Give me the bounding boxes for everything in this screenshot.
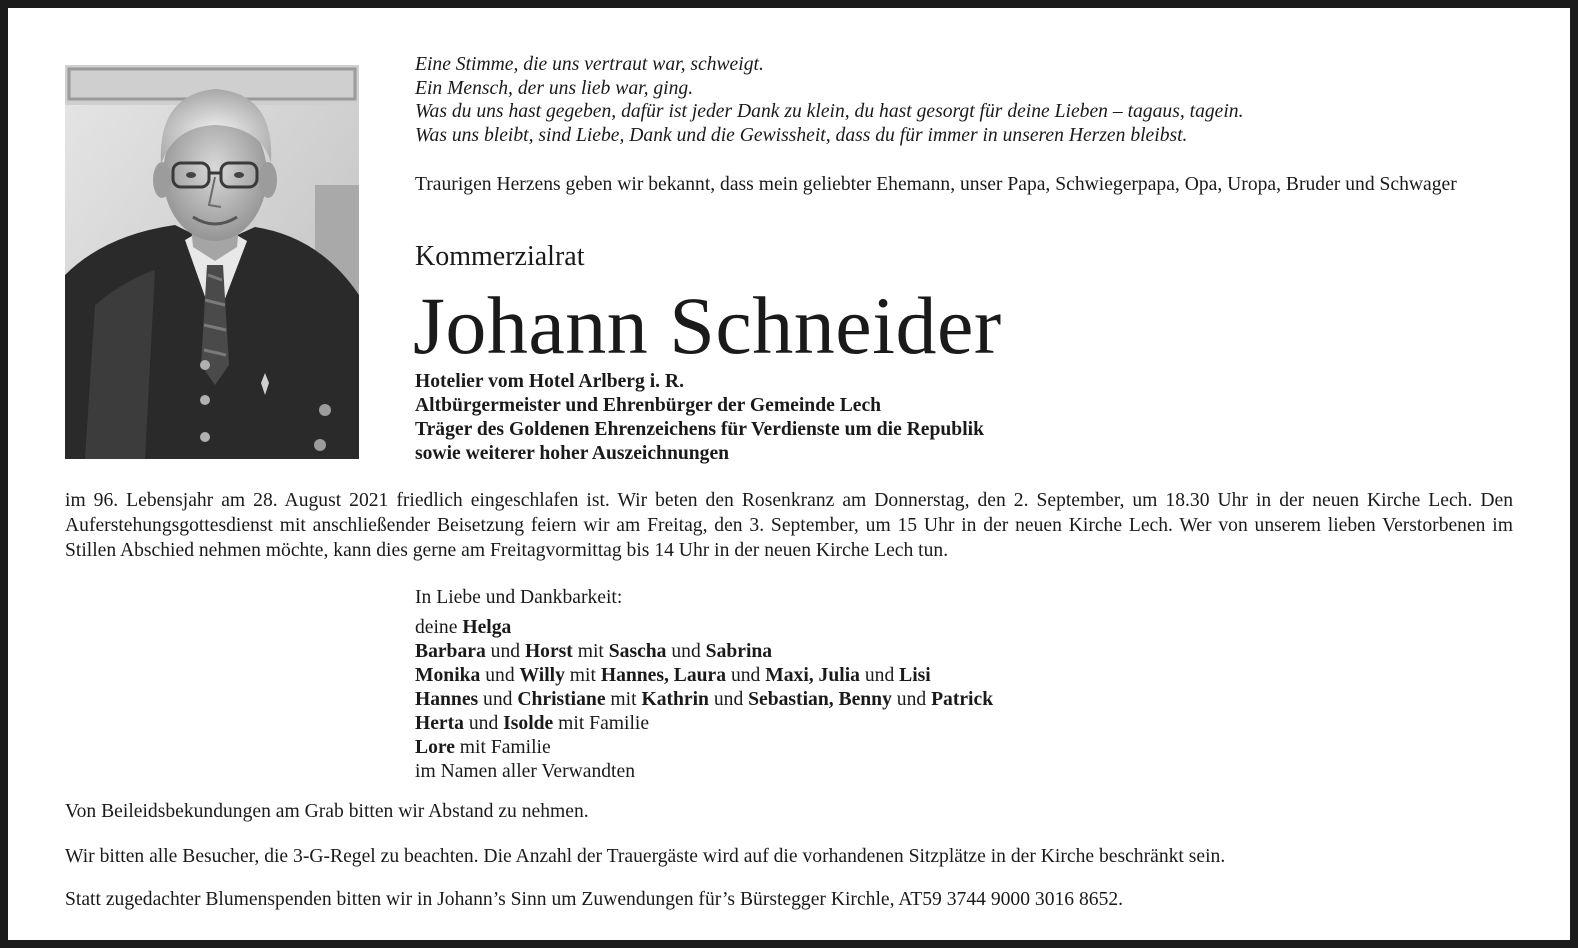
mourner-name: Lisi — [899, 665, 931, 686]
mourners-list — [415, 616, 993, 784]
deceased-name: Johann Schneider — [413, 280, 1002, 371]
portrait-photo — [65, 65, 359, 459]
mourner-connector: mit Familie — [454, 737, 551, 758]
mourner-name: Monika — [415, 665, 481, 686]
poem-line: Was uns bleibt, sind Liebe, Dank und die Gewissheit, dass du für immer in unseren Herzen bleibst. — [415, 124, 1188, 146]
mourner-connector: mit — [564, 665, 601, 686]
poem-line: Eine Stimme, die uns vertraut war, schweigt. — [415, 54, 764, 75]
mourner-line — [415, 712, 993, 736]
mourner-connector: und — [891, 689, 932, 710]
roles-list — [415, 370, 984, 466]
mourner-connector: mit — [605, 689, 642, 710]
mourner-name: Herta — [415, 713, 464, 734]
mourner-name: Horst — [524, 641, 573, 662]
mourner-connector: und — [480, 665, 520, 686]
honorific-title: Kommerzialrat — [415, 241, 585, 272]
condolences-note: Von Beileidsbekundungen am Grab bitten wir Abstand zu nehmen. — [65, 801, 589, 822]
mourner-line — [415, 664, 993, 688]
role-line: Hotelier vom Hotel Arlberg i. R. — [415, 371, 684, 392]
mourner-name: Christiane — [517, 689, 606, 710]
mourner-line — [415, 616, 993, 640]
mourner-name: Willy — [519, 665, 565, 686]
mourner-name: Hannes — [415, 689, 479, 710]
mourner-line — [415, 688, 993, 712]
mourner-name: Hannes, Laura — [600, 665, 727, 686]
intro-text: Traurigen Herzens geben wir bekannt, dass mein geliebter Ehemann, unser Papa, Schwiegerpapa, Opa, Uropa, Bruder und Schwager — [415, 174, 1457, 195]
mourner-connector: und — [478, 689, 518, 710]
announcement-text: im 96. Lebensjahr am 28. August 2021 friedlich eingeschlafen ist. Wir beten den Rosenkranz am Donnerstag, den 2. September, um 18.30 Uhr in der neuen Kirche Lech. Den Auferstehungsgottesdienst mit anschließender Beisetzung feiern wir am Freitag, den 3. September, um 15 Uhr in der neuen Kirche Lech. Wer von unserem lieben Verstorbenen im Stillen Abschied nehmen möchte, kann dies gerne am Freitagvormittag bis 14 Uhr in der neuen Kirche Lech tun. — [65, 490, 1513, 561]
mourner-connector: und — [708, 689, 749, 710]
mourner-name: Kathrin — [641, 689, 709, 710]
mourner-line — [415, 760, 993, 784]
poem-line: Was du uns hast gegeben, dafür ist jeder Dank zu klein, du hast gesorgt für deine Lieben – tagaus, tagein. — [415, 101, 1244, 122]
poem-line: Ein Mensch, der uns lieb war, ging. — [415, 77, 694, 99]
role-line: Altbürgermeister und Ehrenbürger der Gemeinde Lech — [415, 395, 882, 416]
mourner-connector: und — [485, 641, 525, 662]
mourner-connector: und — [859, 665, 900, 686]
mourner-name: Sabrina — [705, 641, 773, 662]
mourner-name: Sascha — [608, 641, 667, 662]
mourner-line — [415, 736, 993, 760]
mourner-line — [415, 640, 993, 664]
mourner-connector: im Namen aller Verwandten — [415, 761, 635, 782]
mourner-name: Isolde — [503, 713, 554, 734]
rules-note: Wir bitten alle Besucher, die 3-G-Regel zu beachten. Die Anzahl der Trauergäste wird auf die vorhandenen Sitzplätze in der Kirche beschränkt sein. — [65, 846, 1226, 867]
signoff-text: In Liebe und Dankbarkeit: — [415, 587, 623, 608]
mourner-name: Lore — [415, 737, 455, 758]
mourner-connector: mit Familie — [553, 713, 650, 734]
mourner-name: Maxi, Julia — [765, 665, 860, 686]
role-line: sowie weiterer hoher Auszeichnungen — [415, 443, 730, 464]
mourner-connector: und — [463, 713, 504, 734]
mourner-connector: und — [726, 665, 766, 686]
memorial-poem — [415, 53, 1244, 147]
mourner-name: Helga — [462, 617, 512, 638]
mourner-connector: und — [666, 641, 706, 662]
mourner-connector: mit — [572, 641, 609, 662]
mourner-connector: deine — [415, 617, 463, 638]
donations-note: Statt zugedachter Blumenspenden bitten wir in Johann’s Sinn um Zuwendungen für’s Bürstegger Kirchle, AT59 3744 9000 3016 8652. — [65, 889, 1124, 910]
mourner-name: Barbara — [415, 641, 486, 662]
mourner-name: Sebastian, Benny — [748, 689, 892, 710]
mourner-name: Patrick — [931, 689, 994, 710]
role-line: Träger des Goldenen Ehrenzeichens für Verdienste um die Republik — [415, 419, 984, 440]
